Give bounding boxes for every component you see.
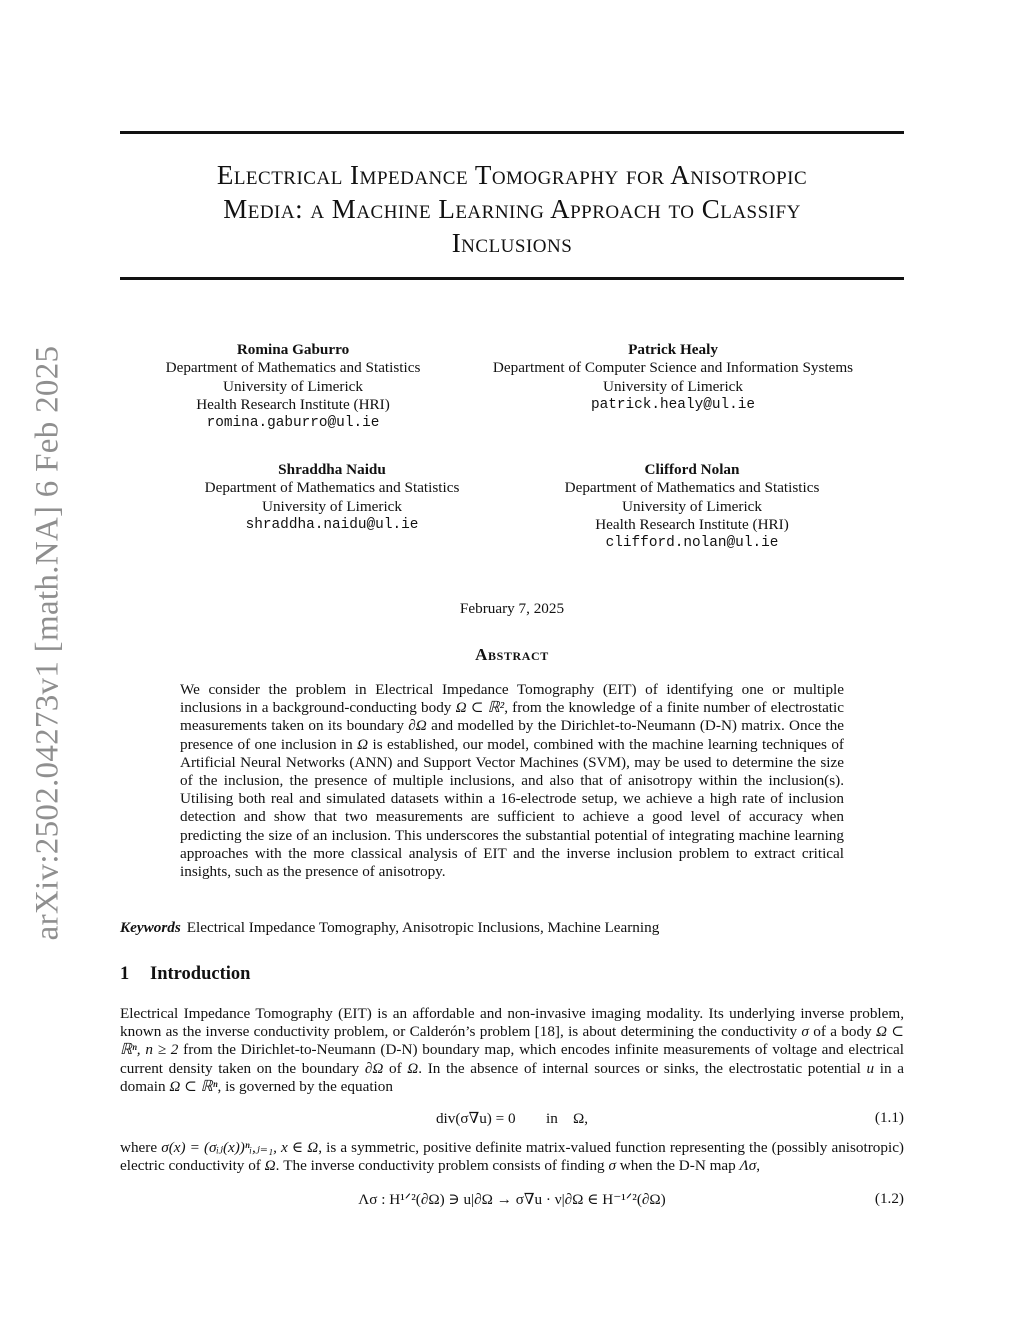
author-affiliation: Department of Mathematics and Statistics: [204, 479, 460, 497]
body-text: of: [383, 1059, 408, 1077]
math-inline: ∂Ω: [408, 717, 427, 735]
author-email: shraddha.naidu@ul.ie: [245, 516, 419, 533]
section-heading-introduction: [120, 964, 250, 985]
author-affiliation: Department of Computer Science and Information Systems: [492, 359, 854, 377]
author-affiliation: Health Research Institute (HRI): [595, 515, 789, 533]
section-title: Introduction: [150, 964, 251, 984]
paper-title: [120, 158, 904, 260]
title-line-2: Media: a Machine Learning Approach to Classify: [223, 194, 801, 224]
author-name: Clifford Nolan: [644, 461, 740, 478]
author-email: patrick.healy@ul.ie: [590, 396, 756, 413]
body-text: , is a symmetric, positive definite matrix-valued function representing the (possibly anisotropic) electric conductivity of: [120, 1139, 904, 1175]
body-text: , is governed by the equation: [217, 1077, 393, 1095]
author-email: clifford.nolan@ul.ie: [605, 535, 779, 552]
author-affiliation: Department of Mathematics and Statistics: [564, 479, 820, 497]
body-text: . The inverse conductivity problem consists of finding: [275, 1157, 609, 1175]
equation-expression: Λσ : H¹ᐟ²(∂Ω) ∋ u|∂Ω → σ∇u · ν|∂Ω ∈ H⁻¹ᐟ²(∂Ω): [358, 1191, 666, 1208]
math-inline: Ω ⊂ ℝⁿ: [169, 1077, 218, 1095]
intro-paragraph-1: [120, 1005, 904, 1096]
author-block-nolan: [532, 461, 852, 552]
author-affiliation: Department of Mathematics and Statistics: [165, 359, 421, 377]
author-affiliation: University of Limerick: [261, 497, 403, 515]
author-affiliation: University of Limerick: [222, 377, 364, 395]
body-text: . In the absence of internal sources or sinks, the electrostatic potential: [418, 1059, 867, 1077]
math-inline: Ω ⊂ ℝ²: [455, 699, 505, 717]
publication-date: February 7, 2025: [459, 600, 565, 617]
section-number: 1: [120, 964, 130, 984]
math-inline: Λσ: [739, 1157, 757, 1175]
title-bottom-rule: [120, 277, 904, 280]
math-inline: u: [866, 1059, 875, 1077]
author-block-naidu: [172, 461, 492, 534]
abstract-text: and modelled by the Dirichlet-to-Neumann (D-N) matrix. Once the presence of one inclusion in: [180, 717, 844, 753]
author-affiliation: University of Limerick: [621, 497, 763, 515]
author-name: Patrick Healy: [628, 341, 718, 358]
body-text: of a body: [808, 1023, 876, 1041]
keywords-line: [120, 919, 904, 937]
keywords-text: Electrical Impedance Tomography, Anisotropic Inclusions, Machine Learning: [186, 919, 660, 936]
title-top-rule: [120, 131, 904, 134]
math-inline: σ(x) = (σᵢⱼ(x))ⁿᵢ,ⱼ₌₁, x ∈ Ω: [161, 1139, 319, 1156]
abstract-text: , from the knowledge of a finite number of electrostatic measurements taken on its boundary: [180, 699, 844, 735]
author-block-healy: [463, 341, 883, 414]
math-inline: σ: [801, 1023, 809, 1041]
math-inline: Ω ⊂ ℝⁿ, n ≥ 2: [120, 1023, 904, 1059]
author-affiliation: University of Limerick: [602, 377, 744, 395]
arxiv-stamp-text: arXiv:2502.04273v1 [math.NA] 6 Feb 2025: [29, 345, 66, 941]
body-text: ,: [756, 1157, 760, 1175]
equation-number: (1.1): [874, 1109, 904, 1126]
author-name: Romina Gaburro: [236, 341, 350, 358]
author-affiliation: Health Research Institute (HRI): [196, 395, 390, 413]
equation-expression: div(σ∇u) = 0 in Ω,: [435, 1110, 589, 1127]
abstract-body: [180, 681, 844, 881]
intro-paragraph-2: [120, 1139, 904, 1175]
body-text: where: [120, 1139, 162, 1156]
abstract-heading: Abstract: [475, 645, 549, 664]
title-line-1: Electrical Impedance Tomography for Anisotropic: [216, 160, 808, 190]
abstract-text: We consider the problem in Electrical Impedance Tomography (EIT) of identifying one or multiple inclusions in a background-conducting body: [180, 681, 844, 717]
math-inline: Ω: [407, 1059, 419, 1077]
math-inline: Ω: [264, 1157, 276, 1175]
body-text: in a domain: [120, 1059, 904, 1095]
author-block-gaburro: [133, 341, 453, 432]
abstract-text: is established, our model, combined with the machine learning techniques of Artificial Neural Networks (ANN) and Support Vector Machines (SVM), may be used to determine the size of the inclusion, the presence of multiple inclusions, and also that of anisotropy within the inclusion(s). Utilising both real and simulated datasets within a 16-electrode setup, we achieve a high rate of inclusion detection and show that two measurements are sufficient to achieve a good level of accuracy when predicting the size of an inclusion. This underscores the substantial potential of integrating machine learning approaches with the more classical analysis of EIT and the inverse inclusion problem to extract critical insights, such as the presence of anisotropy.: [180, 735, 844, 881]
equation-number: (1.2): [874, 1190, 904, 1207]
body-text: Electrical Impedance Tomography (EIT) is an affordable and non-invasive imaging modality. Its underlying inverse problem, known as the inverse conductivity problem, or Calderón’s problem [18], is about determining the conductivity: [120, 1005, 904, 1041]
arxiv-identifier-stamp: [18, 340, 78, 946]
author-name: Shraddha Naidu: [278, 461, 386, 478]
author-email: romina.gaburro@ul.ie: [206, 415, 380, 432]
body-text: from the Dirichlet-to-Neumann (D-N) boundary map, which encodes infinite measurements of voltage and electrical current density taken on the boundary: [120, 1041, 905, 1077]
math-inline: Ω: [357, 735, 369, 753]
math-inline: ∂Ω: [364, 1059, 384, 1077]
math-inline: σ: [608, 1157, 616, 1175]
title-line-3: Inclusions: [451, 228, 573, 258]
keywords-label: Keywords: [120, 919, 181, 936]
body-text: when the D-N map: [615, 1157, 740, 1175]
